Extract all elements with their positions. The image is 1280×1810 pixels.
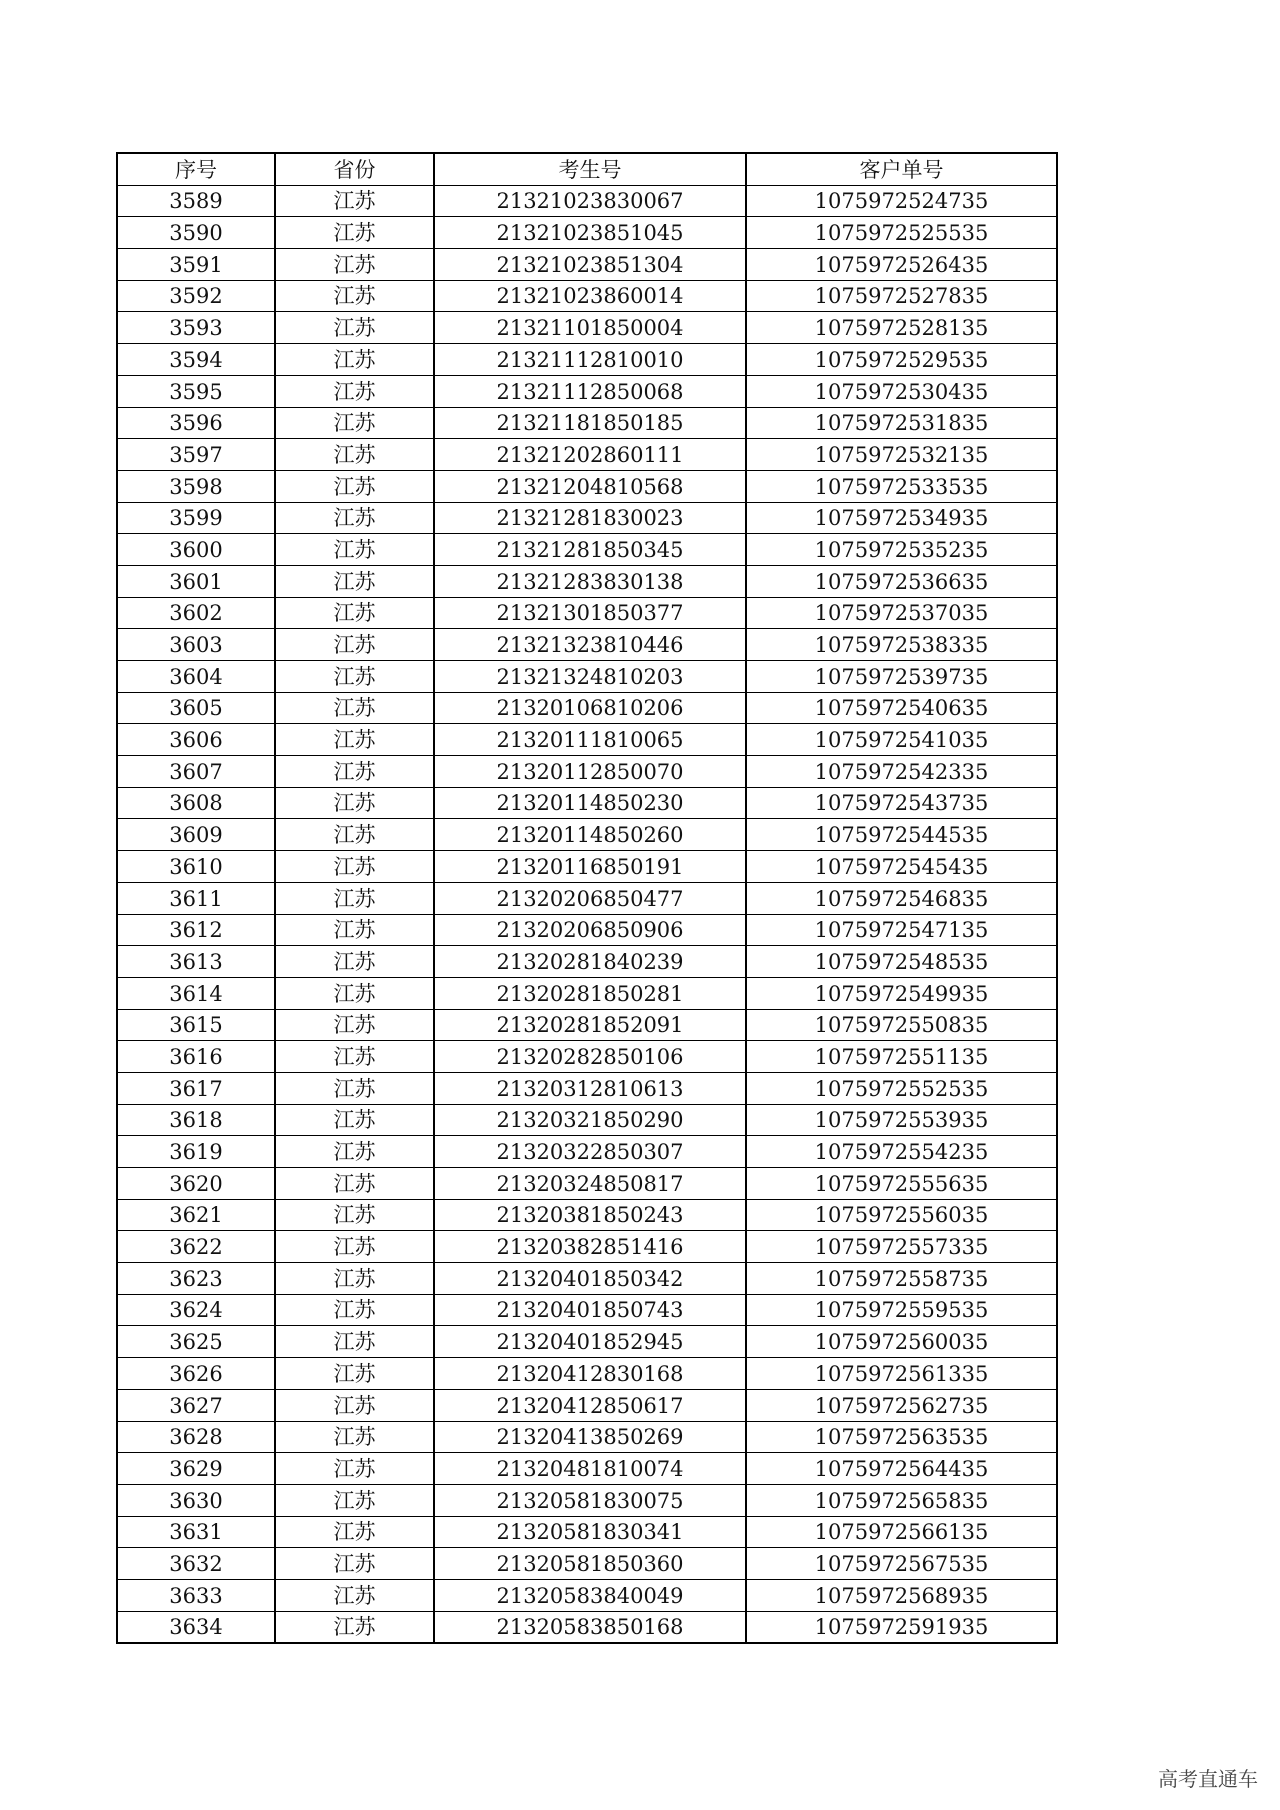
cell-order-number: 1075972537035	[746, 597, 1057, 629]
cell-order-number: 1075972539735	[746, 661, 1057, 693]
cell-order-number: 1075972566135	[746, 1516, 1057, 1548]
cell-candidate-number: 21321301850377	[434, 597, 746, 629]
table-row	[117, 1199, 1057, 1231]
cell-order-number: 1075972543735	[746, 787, 1057, 819]
cell-candidate-number: 21320412830168	[434, 1358, 746, 1390]
cell-serial-number: 3631	[117, 1516, 275, 1548]
cell-serial-number: 3599	[117, 502, 275, 534]
cell-candidate-number: 21320581830075	[434, 1484, 746, 1516]
cell-order-number: 1075972591935	[746, 1611, 1057, 1643]
table-row	[117, 1421, 1057, 1453]
cell-candidate-number: 21320114850260	[434, 819, 746, 851]
cell-candidate-number: 21320312810613	[434, 1072, 746, 1104]
cell-candidate-number: 21320481810074	[434, 1453, 746, 1485]
cell-serial-number: 3619	[117, 1136, 275, 1168]
table-row	[117, 787, 1057, 819]
table-body	[117, 185, 1057, 1643]
cell-order-number: 1075972534935	[746, 502, 1057, 534]
cell-candidate-number: 21321281850345	[434, 534, 746, 566]
cell-province: 江苏	[275, 597, 434, 629]
cell-order-number: 1075972559535	[746, 1294, 1057, 1326]
cell-order-number: 1075972528135	[746, 312, 1057, 344]
cell-province: 江苏	[275, 1358, 434, 1390]
cell-order-number: 1075972540635	[746, 692, 1057, 724]
cell-serial-number: 3612	[117, 914, 275, 946]
cell-serial-number: 3614	[117, 977, 275, 1009]
cell-serial-number: 3629	[117, 1453, 275, 1485]
cell-serial-number: 3623	[117, 1263, 275, 1295]
table-row	[117, 1611, 1057, 1643]
cell-serial-number: 3606	[117, 724, 275, 756]
cell-order-number: 1075972554235	[746, 1136, 1057, 1168]
data-table	[116, 152, 1058, 1644]
cell-order-number: 1075972541035	[746, 724, 1057, 756]
table-row	[117, 565, 1057, 597]
cell-candidate-number: 21320281840239	[434, 946, 746, 978]
cell-order-number: 1075972544535	[746, 819, 1057, 851]
table-row	[117, 1041, 1057, 1073]
table-row	[117, 597, 1057, 629]
cell-serial-number: 3615	[117, 1009, 275, 1041]
table-row	[117, 312, 1057, 344]
cell-candidate-number: 21320412850617	[434, 1389, 746, 1421]
cell-province: 江苏	[275, 1199, 434, 1231]
cell-order-number: 1075972562735	[746, 1389, 1057, 1421]
cell-serial-number: 3621	[117, 1199, 275, 1231]
cell-order-number: 1075972563535	[746, 1421, 1057, 1453]
table-row	[117, 1548, 1057, 1580]
cell-candidate-number: 21320382851416	[434, 1231, 746, 1263]
cell-province: 江苏	[275, 1072, 434, 1104]
cell-province: 江苏	[275, 1516, 434, 1548]
cell-order-number: 1075972553935	[746, 1104, 1057, 1136]
cell-candidate-number: 21320106810206	[434, 692, 746, 724]
cell-serial-number: 3605	[117, 692, 275, 724]
cell-order-number: 1075972542335	[746, 756, 1057, 788]
header-province: 省份	[275, 153, 434, 185]
cell-province: 江苏	[275, 439, 434, 471]
cell-order-number: 1075972538335	[746, 629, 1057, 661]
cell-candidate-number: 21320282850106	[434, 1041, 746, 1073]
cell-province: 江苏	[275, 756, 434, 788]
cell-candidate-number: 21320112850070	[434, 756, 746, 788]
cell-province: 江苏	[275, 1484, 434, 1516]
cell-candidate-number: 21321181850185	[434, 407, 746, 439]
table-row	[117, 629, 1057, 661]
cell-province: 江苏	[275, 1231, 434, 1263]
table-row	[117, 407, 1057, 439]
table-row	[117, 1072, 1057, 1104]
cell-serial-number: 3625	[117, 1326, 275, 1358]
cell-serial-number: 3622	[117, 1231, 275, 1263]
cell-province: 江苏	[275, 629, 434, 661]
cell-candidate-number: 21321023851045	[434, 217, 746, 249]
cell-order-number: 1075972550835	[746, 1009, 1057, 1041]
cell-province: 江苏	[275, 534, 434, 566]
cell-serial-number: 3589	[117, 185, 275, 217]
cell-serial-number: 3626	[117, 1358, 275, 1390]
cell-serial-number: 3591	[117, 249, 275, 281]
header-row	[117, 153, 1057, 185]
cell-province: 江苏	[275, 1009, 434, 1041]
cell-serial-number: 3618	[117, 1104, 275, 1136]
cell-province: 江苏	[275, 1326, 434, 1358]
cell-candidate-number: 21321023830067	[434, 185, 746, 217]
cell-province: 江苏	[275, 1294, 434, 1326]
cell-serial-number: 3602	[117, 597, 275, 629]
cell-candidate-number: 21320324850817	[434, 1168, 746, 1200]
cell-province: 江苏	[275, 1136, 434, 1168]
cell-order-number: 1075972535235	[746, 534, 1057, 566]
cell-province: 江苏	[275, 470, 434, 502]
cell-serial-number: 3610	[117, 851, 275, 883]
cell-serial-number: 3600	[117, 534, 275, 566]
cell-serial-number: 3592	[117, 280, 275, 312]
cell-serial-number: 3594	[117, 344, 275, 376]
cell-serial-number: 3608	[117, 787, 275, 819]
cell-candidate-number: 21321101850004	[434, 312, 746, 344]
table-row	[117, 344, 1057, 376]
cell-province: 江苏	[275, 1421, 434, 1453]
cell-province: 江苏	[275, 375, 434, 407]
cell-order-number: 1075972567535	[746, 1548, 1057, 1580]
cell-order-number: 1075972547135	[746, 914, 1057, 946]
header-serial-number: 序号	[117, 153, 275, 185]
cell-candidate-number: 21320114850230	[434, 787, 746, 819]
cell-province: 江苏	[275, 1041, 434, 1073]
cell-order-number: 1075972545435	[746, 851, 1057, 883]
table-row	[117, 470, 1057, 502]
cell-candidate-number: 21320583850168	[434, 1611, 746, 1643]
cell-candidate-number: 21321112850068	[434, 375, 746, 407]
table-row	[117, 724, 1057, 756]
cell-province: 江苏	[275, 661, 434, 693]
table-row	[117, 1263, 1057, 1295]
cell-serial-number: 3595	[117, 375, 275, 407]
cell-serial-number: 3628	[117, 1421, 275, 1453]
cell-serial-number: 3634	[117, 1611, 275, 1643]
cell-candidate-number: 21320111810065	[434, 724, 746, 756]
cell-candidate-number: 21321023860014	[434, 280, 746, 312]
cell-order-number: 1075972564435	[746, 1453, 1057, 1485]
cell-province: 江苏	[275, 819, 434, 851]
cell-order-number: 1075972560035	[746, 1326, 1057, 1358]
cell-serial-number: 3609	[117, 819, 275, 851]
cell-candidate-number: 21320413850269	[434, 1421, 746, 1453]
table-row	[117, 439, 1057, 471]
cell-candidate-number: 21320581830341	[434, 1516, 746, 1548]
table-row	[117, 914, 1057, 946]
cell-candidate-number: 21321323810446	[434, 629, 746, 661]
table-row	[117, 1516, 1057, 1548]
cell-province: 江苏	[275, 1263, 434, 1295]
cell-order-number: 1075972526435	[746, 249, 1057, 281]
header-candidate-number: 考生号	[434, 153, 746, 185]
table-row	[117, 977, 1057, 1009]
table-row	[117, 1104, 1057, 1136]
cell-order-number: 1075972552535	[746, 1072, 1057, 1104]
cell-order-number: 1075972546835	[746, 882, 1057, 914]
table-row	[117, 1009, 1057, 1041]
cell-province: 江苏	[275, 787, 434, 819]
table-row	[117, 1136, 1057, 1168]
table-row	[117, 217, 1057, 249]
cell-province: 江苏	[275, 502, 434, 534]
table-row	[117, 1294, 1057, 1326]
cell-order-number: 1075972536635	[746, 565, 1057, 597]
cell-serial-number: 3604	[117, 661, 275, 693]
cell-order-number: 1075972548535	[746, 946, 1057, 978]
cell-serial-number: 3607	[117, 756, 275, 788]
table-row	[117, 882, 1057, 914]
cell-candidate-number: 21321023851304	[434, 249, 746, 281]
cell-candidate-number: 21320281852091	[434, 1009, 746, 1041]
cell-serial-number: 3617	[117, 1072, 275, 1104]
cell-candidate-number: 21320401852945	[434, 1326, 746, 1358]
cell-candidate-number: 21320322850307	[434, 1136, 746, 1168]
cell-province: 江苏	[275, 724, 434, 756]
cell-serial-number: 3624	[117, 1294, 275, 1326]
table-row	[117, 1389, 1057, 1421]
cell-order-number: 1075972568935	[746, 1579, 1057, 1611]
cell-order-number: 1075972533535	[746, 470, 1057, 502]
cell-serial-number: 3593	[117, 312, 275, 344]
cell-province: 江苏	[275, 1579, 434, 1611]
cell-serial-number: 3597	[117, 439, 275, 471]
table-row	[117, 249, 1057, 281]
cell-serial-number: 3611	[117, 882, 275, 914]
cell-order-number: 1075972565835	[746, 1484, 1057, 1516]
cell-province: 江苏	[275, 1389, 434, 1421]
table-row	[117, 1579, 1057, 1611]
cell-candidate-number: 21320381850243	[434, 1199, 746, 1231]
cell-candidate-number: 21320116850191	[434, 851, 746, 883]
cell-province: 江苏	[275, 1548, 434, 1580]
header-order-number: 客户单号	[746, 153, 1057, 185]
table-row	[117, 185, 1057, 217]
cell-candidate-number: 21320321850290	[434, 1104, 746, 1136]
cell-province: 江苏	[275, 1453, 434, 1485]
table-row	[117, 946, 1057, 978]
cell-order-number: 1075972557335	[746, 1231, 1057, 1263]
cell-serial-number: 3633	[117, 1579, 275, 1611]
table-row	[117, 756, 1057, 788]
cell-serial-number: 3630	[117, 1484, 275, 1516]
cell-candidate-number: 21321281830023	[434, 502, 746, 534]
cell-province: 江苏	[275, 565, 434, 597]
cell-province: 江苏	[275, 914, 434, 946]
cell-province: 江苏	[275, 280, 434, 312]
cell-province: 江苏	[275, 1104, 434, 1136]
cell-province: 江苏	[275, 946, 434, 978]
cell-province: 江苏	[275, 692, 434, 724]
table-row	[117, 1326, 1057, 1358]
cell-candidate-number: 21320206850906	[434, 914, 746, 946]
cell-candidate-number: 21320206850477	[434, 882, 746, 914]
table-row	[117, 1453, 1057, 1485]
cell-order-number: 1075972558735	[746, 1263, 1057, 1295]
cell-serial-number: 3613	[117, 946, 275, 978]
cell-province: 江苏	[275, 1168, 434, 1200]
cell-province: 江苏	[275, 344, 434, 376]
cell-candidate-number: 21321112810010	[434, 344, 746, 376]
cell-province: 江苏	[275, 185, 434, 217]
cell-order-number: 1075972556035	[746, 1199, 1057, 1231]
table-row	[117, 1358, 1057, 1390]
cell-province: 江苏	[275, 312, 434, 344]
table-row	[117, 502, 1057, 534]
cell-order-number: 1075972525535	[746, 217, 1057, 249]
cell-province: 江苏	[275, 1611, 434, 1643]
cell-order-number: 1075972561335	[746, 1358, 1057, 1390]
cell-candidate-number: 21320281850281	[434, 977, 746, 1009]
table-row	[117, 661, 1057, 693]
cell-order-number: 1075972531835	[746, 407, 1057, 439]
cell-candidate-number: 21320401850743	[434, 1294, 746, 1326]
table-row	[117, 692, 1057, 724]
cell-serial-number: 3616	[117, 1041, 275, 1073]
cell-province: 江苏	[275, 882, 434, 914]
cell-order-number: 1075972530435	[746, 375, 1057, 407]
cell-serial-number: 3590	[117, 217, 275, 249]
cell-province: 江苏	[275, 977, 434, 1009]
cell-candidate-number: 21321283830138	[434, 565, 746, 597]
cell-candidate-number: 21321324810203	[434, 661, 746, 693]
cell-serial-number: 3601	[117, 565, 275, 597]
cell-order-number: 1075972551135	[746, 1041, 1057, 1073]
cell-serial-number: 3603	[117, 629, 275, 661]
cell-serial-number: 3632	[117, 1548, 275, 1580]
cell-order-number: 1075972555635	[746, 1168, 1057, 1200]
table-row	[117, 1231, 1057, 1263]
table-row	[117, 819, 1057, 851]
cell-province: 江苏	[275, 407, 434, 439]
cell-candidate-number: 21321204810568	[434, 470, 746, 502]
cell-candidate-number: 21321202860111	[434, 439, 746, 471]
cell-order-number: 1075972529535	[746, 344, 1057, 376]
cell-serial-number: 3620	[117, 1168, 275, 1200]
cell-province: 江苏	[275, 217, 434, 249]
table-row	[117, 1484, 1057, 1516]
cell-order-number: 1075972527835	[746, 280, 1057, 312]
cell-order-number: 1075972524735	[746, 185, 1057, 217]
table-header	[117, 153, 1057, 185]
cell-order-number: 1075972549935	[746, 977, 1057, 1009]
cell-province: 江苏	[275, 249, 434, 281]
table-row	[117, 534, 1057, 566]
table-row	[117, 1168, 1057, 1200]
cell-province: 江苏	[275, 851, 434, 883]
cell-serial-number: 3627	[117, 1389, 275, 1421]
table-row	[117, 375, 1057, 407]
watermark-text: 高考直通车	[1158, 1767, 1258, 1791]
cell-serial-number: 3596	[117, 407, 275, 439]
cell-candidate-number: 21320401850342	[434, 1263, 746, 1295]
cell-candidate-number: 21320583840049	[434, 1579, 746, 1611]
cell-order-number: 1075972532135	[746, 439, 1057, 471]
table-row	[117, 280, 1057, 312]
cell-serial-number: 3598	[117, 470, 275, 502]
cell-candidate-number: 21320581850360	[434, 1548, 746, 1580]
table-row	[117, 851, 1057, 883]
